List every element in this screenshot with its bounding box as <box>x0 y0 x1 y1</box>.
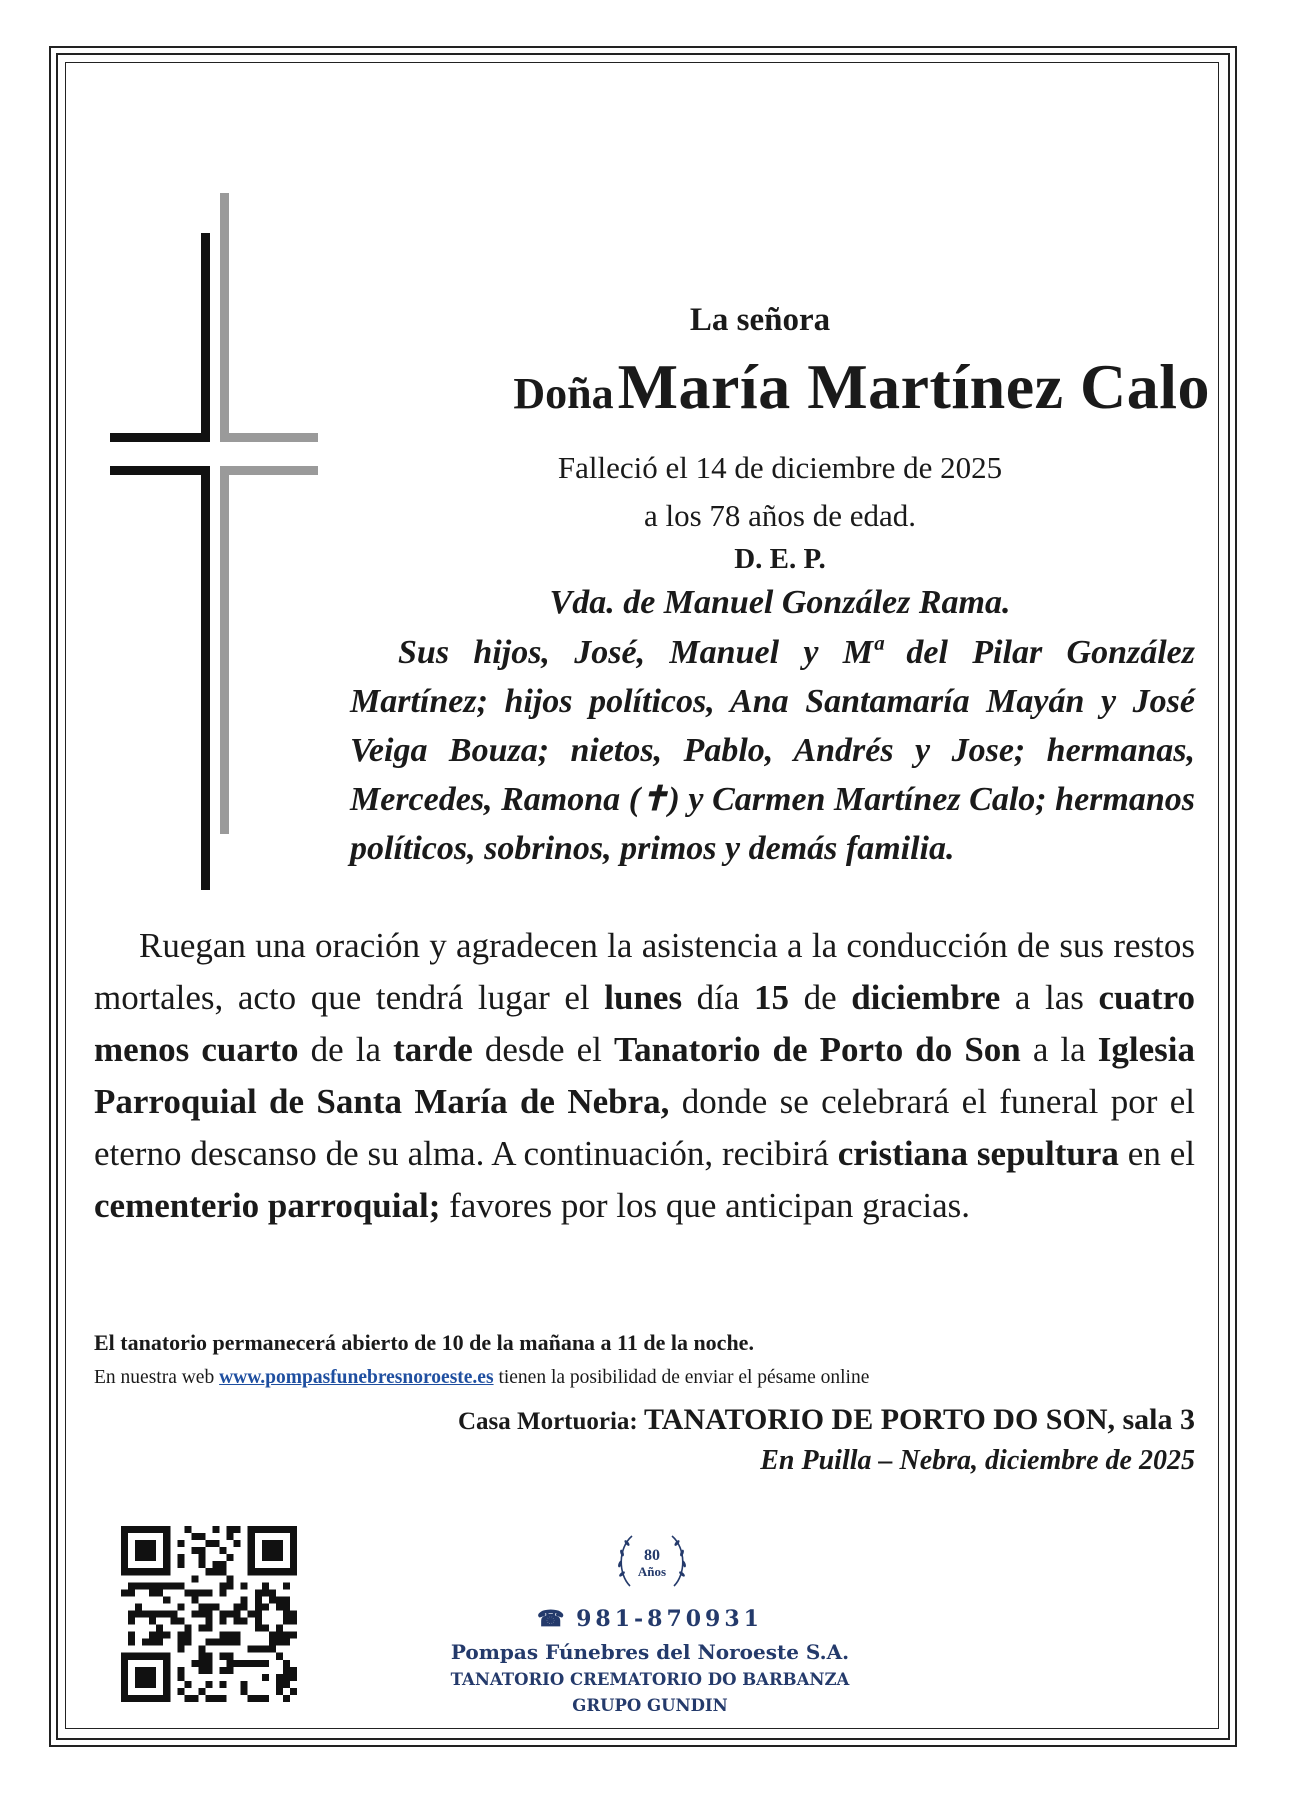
qr-module <box>220 1589 227 1596</box>
qr-module <box>163 1610 170 1617</box>
cross-black-upper-stem <box>201 233 210 442</box>
qr-module <box>191 1695 198 1702</box>
badge-text: Años <box>637 1564 667 1579</box>
qr-module <box>163 1596 170 1603</box>
qr-module <box>269 1632 276 1639</box>
qr-module <box>276 1632 283 1639</box>
qr-module <box>213 1568 220 1575</box>
qr-module <box>283 1660 290 1667</box>
qr-module <box>184 1639 191 1646</box>
qr-module <box>149 1589 156 1596</box>
qr-module <box>163 1632 170 1639</box>
qr-module <box>184 1695 191 1702</box>
qr-module <box>255 1610 262 1617</box>
qr-module <box>220 1610 227 1617</box>
qr-module <box>234 1632 241 1639</box>
qr-module <box>170 1618 177 1625</box>
qr-module <box>149 1632 156 1639</box>
qr-module <box>255 1646 262 1653</box>
ceremony-text: en el <box>1118 1134 1195 1173</box>
company-group: GRUPO GUNDIN <box>572 1696 728 1715</box>
qr-module <box>213 1639 220 1646</box>
qr-module <box>220 1561 227 1568</box>
qr-module <box>198 1547 205 1554</box>
qr-module <box>262 1674 269 1681</box>
qr-module <box>241 1596 248 1603</box>
opening-hours: El tanatorio permanecerá abierto de 10 de la mañana a 11 de la noche. <box>94 1330 754 1355</box>
qr-module <box>191 1575 198 1582</box>
qr-module <box>198 1667 205 1674</box>
qr-module <box>128 1589 135 1596</box>
qr-module <box>262 1695 269 1702</box>
qr-module <box>276 1688 283 1695</box>
badge-number: 80 <box>644 1547 660 1564</box>
qr-module <box>177 1561 184 1568</box>
qr-module <box>262 1625 269 1632</box>
qr-module <box>241 1660 248 1667</box>
qr-module <box>227 1610 234 1617</box>
qr-module <box>177 1582 184 1589</box>
qr-module <box>191 1610 198 1617</box>
qr-module <box>198 1688 205 1695</box>
qr-module <box>290 1674 297 1681</box>
qr-module <box>205 1660 212 1667</box>
qr-module <box>290 1618 297 1625</box>
qr-module <box>234 1618 241 1625</box>
intro-label: La señora <box>689 302 831 338</box>
company-name: Pompas Fúnebres del Noroeste S.A. <box>450 1640 850 1664</box>
qr-module <box>276 1681 283 1688</box>
qr-module <box>156 1625 163 1632</box>
qr-module <box>184 1526 191 1533</box>
cross-gray-upper-stem <box>220 193 229 442</box>
qr-module <box>227 1575 234 1582</box>
qr-module <box>220 1653 227 1660</box>
qr-module <box>213 1526 220 1533</box>
qr-module <box>128 1639 135 1646</box>
qr-module <box>234 1639 241 1646</box>
qr-module <box>220 1618 227 1625</box>
qr-module <box>205 1589 212 1596</box>
qr-module <box>213 1540 220 1547</box>
qr-module <box>269 1639 276 1646</box>
qr-module <box>177 1540 184 1547</box>
qr-module <box>248 1646 255 1653</box>
cross-icon <box>108 190 318 910</box>
qr-module <box>220 1582 227 1589</box>
qr-module <box>205 1568 212 1575</box>
qr-module <box>128 1618 135 1625</box>
ceremony-text: desde el <box>472 1030 614 1069</box>
qr-module <box>262 1540 283 1561</box>
funeral-home-value: TANATORIO DE PORTO DO SON, sala 3 <box>644 1403 1195 1436</box>
qr-module <box>276 1596 283 1603</box>
qr-module <box>220 1632 227 1639</box>
qr-module <box>184 1589 191 1596</box>
qr-module <box>128 1582 135 1589</box>
web-note-text: En nuestra web <box>94 1367 220 1388</box>
qr-module <box>198 1603 205 1610</box>
qr-module <box>220 1667 227 1674</box>
qr-module <box>227 1653 234 1660</box>
qr-module <box>220 1568 227 1575</box>
ceremony-date-number: 15 <box>754 978 789 1017</box>
ceremony-month: diciembre <box>851 978 1001 1017</box>
qr-module <box>135 1610 142 1617</box>
qr-module <box>170 1582 177 1589</box>
qr-module <box>198 1646 205 1653</box>
qr-module <box>198 1561 205 1568</box>
qr-module <box>283 1610 290 1617</box>
qr-module <box>205 1603 212 1610</box>
qr-module <box>227 1639 234 1646</box>
ceremony-text: a la <box>1020 1030 1098 1069</box>
cross-black-lower-stem <box>201 466 210 890</box>
qr-module <box>198 1554 205 1561</box>
ceremony-burial: cristiana sepultura <box>837 1134 1119 1173</box>
place-date: En Puilla – Nebra, diciembre de 2025 <box>760 1445 1195 1476</box>
qr-module <box>276 1639 283 1646</box>
widow-of: Vda. de Manuel González Rama. <box>549 584 1011 621</box>
qr-module <box>205 1681 212 1688</box>
web-note <box>94 1367 1195 1389</box>
qr-module <box>142 1610 149 1617</box>
qr-module <box>205 1610 212 1617</box>
qr-module <box>213 1603 220 1610</box>
qr-module <box>177 1603 184 1610</box>
qr-module <box>149 1582 156 1589</box>
qr-module <box>184 1632 191 1639</box>
qr-module <box>156 1610 163 1617</box>
qr-module <box>156 1639 163 1646</box>
cross-black-left-arm-bottom <box>110 466 210 475</box>
qr-module <box>198 1610 205 1617</box>
qr-module <box>269 1646 276 1653</box>
qr-module <box>290 1688 297 1695</box>
cross-gray-lower-stem <box>220 466 229 834</box>
qr-module <box>255 1618 262 1625</box>
family-text-1: Sus hijos, José, Manuel y Mª del Pilar González Martínez; hijos políticos, Ana Santamaría Mayán y José Veiga Bouza; nietos, Pablo, Andrés y Jose; hermanas, Mercedes, Ramona ( <box>350 634 1195 818</box>
qr-module <box>205 1618 212 1625</box>
anniversary-badge-icon <box>610 1526 694 1596</box>
qr-module <box>177 1667 184 1674</box>
qr-module <box>262 1582 269 1589</box>
qr-module <box>213 1561 220 1568</box>
qr-module <box>283 1582 290 1589</box>
qr-module <box>241 1618 248 1625</box>
qr-module <box>177 1554 184 1561</box>
qr-module <box>248 1695 255 1702</box>
qr-module <box>255 1660 262 1667</box>
qr-module <box>198 1653 205 1660</box>
qr-module <box>156 1589 163 1596</box>
ceremony-afternoon: tarde <box>393 1030 473 1069</box>
telephone-icon: ☎ <box>537 1606 565 1632</box>
qr-module <box>283 1695 290 1702</box>
cross-black-left-arm-top <box>110 433 210 442</box>
qr-module <box>205 1695 212 1702</box>
qr-module <box>142 1639 149 1646</box>
qr-module <box>198 1660 205 1667</box>
qr-module <box>276 1674 283 1681</box>
qr-module <box>177 1639 184 1646</box>
qr-module <box>255 1625 262 1632</box>
ceremony-paragraph <box>94 920 1195 1232</box>
qr-module <box>227 1660 234 1667</box>
deceased-cross-icon: ✝ <box>640 781 669 818</box>
ceremony-text: de la <box>298 1030 394 1069</box>
qr-module <box>205 1667 212 1674</box>
website-link[interactable]: www.pompasfunebresnoroeste.es <box>219 1367 494 1388</box>
ceremony-text: día <box>682 978 754 1017</box>
qr-module <box>283 1681 290 1688</box>
qr-module <box>255 1603 262 1610</box>
qr-module <box>283 1667 290 1674</box>
phone-number[interactable] <box>420 1606 880 1632</box>
qr-module <box>135 1540 156 1561</box>
qr-module <box>283 1674 290 1681</box>
qr-module <box>205 1625 212 1632</box>
qr-module <box>241 1688 248 1695</box>
qr-module <box>177 1646 184 1653</box>
qr-module <box>220 1681 227 1688</box>
qr-module <box>227 1632 234 1639</box>
qr-module <box>255 1596 262 1603</box>
family-list <box>350 628 1195 873</box>
ceremony-day: lunes <box>604 978 683 1017</box>
qr-module <box>234 1526 241 1533</box>
qr-module <box>269 1589 276 1596</box>
qr-module <box>121 1589 128 1596</box>
qr-module <box>283 1632 290 1639</box>
qr-module <box>184 1681 191 1688</box>
qr-module <box>149 1618 156 1625</box>
qr-module <box>283 1596 290 1603</box>
qr-module <box>198 1589 205 1596</box>
qr-module <box>156 1632 163 1639</box>
qr-module <box>269 1596 276 1603</box>
death-date: Falleció el 14 de diciembre de 2025 <box>557 450 1003 485</box>
qr-module <box>205 1639 212 1646</box>
qr-module <box>227 1554 234 1561</box>
ceremony-cemetery: cementerio parroquial; <box>94 1186 441 1225</box>
web-note-text: tienen la posibilidad de enviar el pésame online <box>493 1367 870 1388</box>
qr-module <box>142 1582 149 1589</box>
qr-module <box>198 1533 205 1540</box>
ceremony-time: cuatro menos cuarto <box>94 978 1196 1069</box>
title-prefix: Doña <box>513 369 614 418</box>
qr-module <box>163 1582 170 1589</box>
age: a los 78 años de edad. <box>643 498 917 533</box>
qr-module <box>170 1610 177 1617</box>
cross-gray-right-arm-bottom <box>220 466 318 475</box>
deceased-name-block <box>350 350 1210 424</box>
ceremony-text: favores por los que anticipan gracias. <box>440 1186 971 1225</box>
qr-module <box>227 1582 234 1589</box>
qr-module <box>255 1695 262 1702</box>
qr-module <box>248 1610 255 1617</box>
family-text-2: ) y Carmen Martínez Calo; hermanos políticos, sobrinos, primos y demás familia. <box>350 781 1195 867</box>
ceremony-text: a las <box>1000 978 1099 1017</box>
qr-module <box>191 1660 198 1667</box>
qr-module <box>255 1589 262 1596</box>
qr-module <box>191 1596 198 1603</box>
qr-module <box>241 1681 248 1688</box>
qr-module <box>241 1582 248 1589</box>
qr-module <box>227 1533 234 1540</box>
qr-module <box>290 1667 297 1674</box>
qr-module <box>135 1667 156 1688</box>
qr-module <box>184 1625 191 1632</box>
qr-module <box>262 1646 269 1653</box>
qr-module <box>191 1547 198 1554</box>
qr-module <box>276 1653 283 1660</box>
qr-module <box>234 1540 241 1547</box>
qr-module <box>220 1547 227 1554</box>
qr-module <box>234 1603 241 1610</box>
qr-module <box>191 1589 198 1596</box>
qr-module <box>262 1589 269 1596</box>
funeral-home-label: Casa Mortuoria: <box>457 1408 645 1435</box>
qr-module <box>191 1533 198 1540</box>
qr-module <box>177 1632 184 1639</box>
ceremony-origin: Tanatorio de Porto do Son <box>613 1030 1021 1069</box>
qr-module <box>290 1610 297 1617</box>
qr-module <box>205 1540 212 1547</box>
qr-module <box>205 1653 212 1660</box>
qr-module <box>128 1632 135 1639</box>
qr-code-icon[interactable] <box>121 1526 297 1702</box>
qr-module <box>156 1582 163 1589</box>
qr-module <box>234 1660 241 1667</box>
qr-module <box>234 1610 241 1617</box>
qr-module <box>135 1603 142 1610</box>
qr-module <box>149 1610 156 1617</box>
qr-module <box>227 1526 234 1533</box>
qr-module <box>177 1618 184 1625</box>
ceremony-text: de <box>789 978 852 1017</box>
ceremony-destination: Iglesia Parroquial de Santa María de Nebra, <box>94 1030 1196 1121</box>
qr-module <box>262 1603 269 1610</box>
qr-module <box>248 1660 255 1667</box>
phone-text: 981-870931 <box>576 1606 763 1632</box>
qr-module <box>276 1625 283 1632</box>
qr-module <box>177 1674 184 1681</box>
qr-module <box>149 1639 156 1646</box>
company-subtitle: TANATORIO CREMATORIO DO BARBANZA <box>450 1670 850 1689</box>
ceremony-text: Ruegan una oración y agradecen la asistencia a la conducción de sus restos mortales, acto que tendrá lugar el <box>94 926 1195 1017</box>
qr-module <box>177 1688 184 1695</box>
qr-module <box>227 1667 234 1674</box>
qr-module <box>220 1639 227 1646</box>
qr-module <box>283 1603 290 1610</box>
qr-module <box>213 1695 220 1702</box>
deceased-name: María Martínez Calo <box>617 351 1210 422</box>
ceremony-text: donde se celebrará el funeral por el eterno descanso de su alma. A continuación, recibirá <box>94 1082 1195 1173</box>
qr-module <box>283 1618 290 1625</box>
cross-gray-right-arm-top <box>220 433 318 442</box>
qr-module <box>128 1610 135 1617</box>
qr-module <box>198 1625 205 1632</box>
dep-label: D. E. P. <box>734 543 826 575</box>
qr-module <box>276 1603 283 1610</box>
qr-module <box>135 1582 142 1589</box>
funeral-home <box>94 1403 1195 1437</box>
qr-module <box>262 1660 269 1667</box>
qr-module <box>283 1639 290 1646</box>
qr-module <box>241 1603 248 1610</box>
qr-module <box>290 1632 297 1639</box>
qr-module <box>220 1695 227 1702</box>
